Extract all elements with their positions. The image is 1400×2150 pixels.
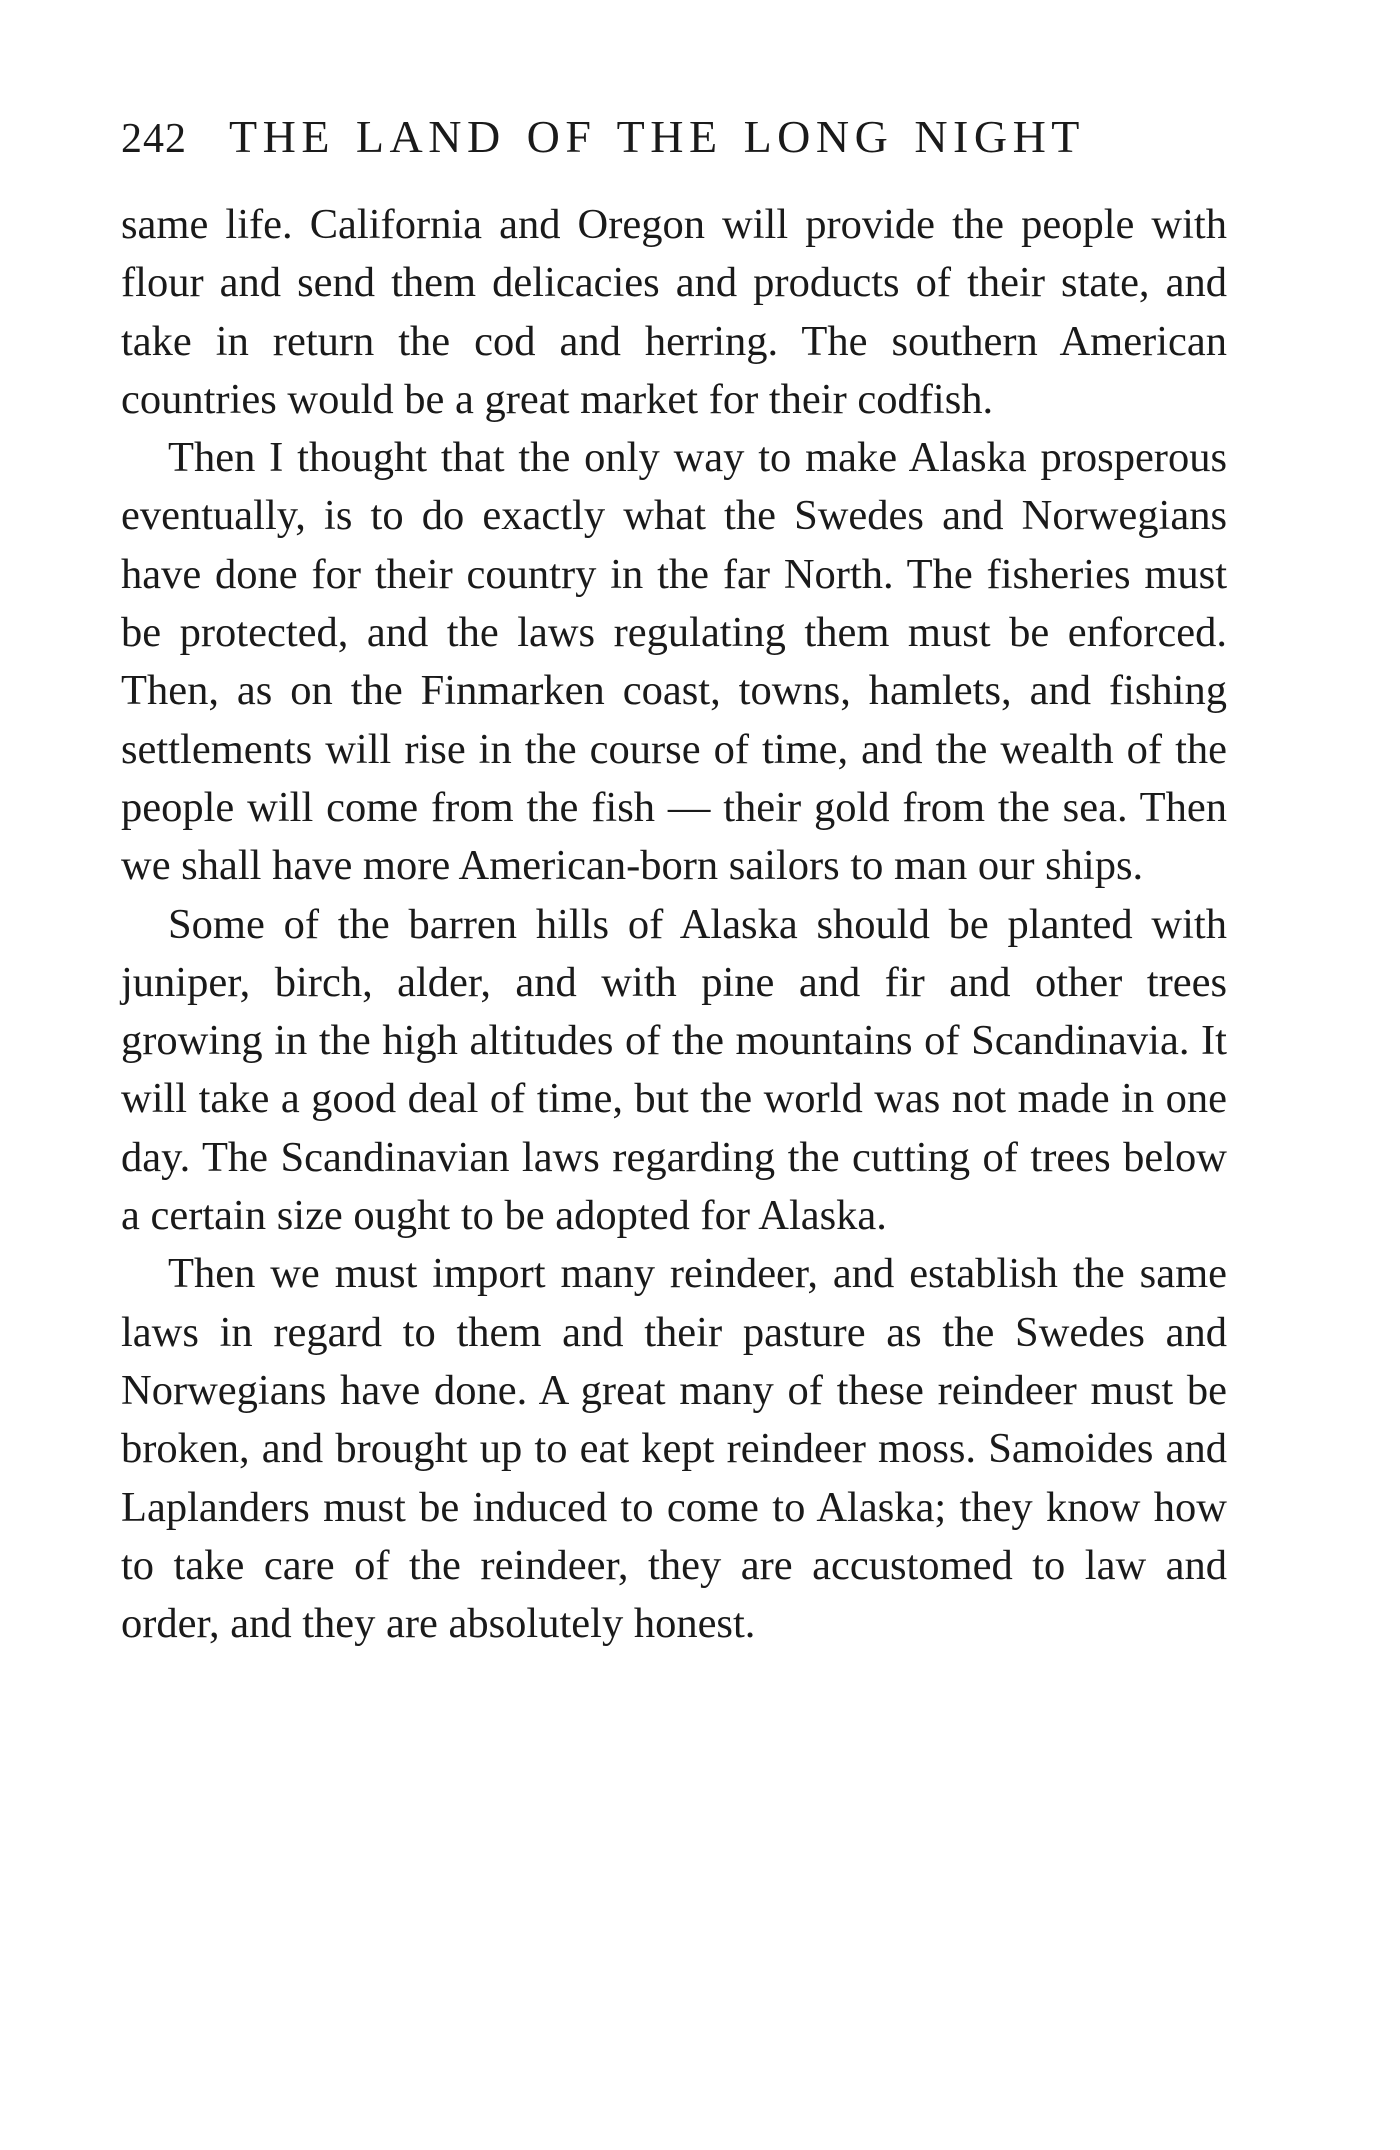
paragraph-reindeer: Then we must import many reindeer, and establish the same laws in regard to them and their pasture as the Swedes and Norwegians have done. A great many of these reindeer must be broken, and brought up to eat kept reindeer moss. Samoides and Laplanders must be induced to come to Alaska; they know how to take care of the reindeer, they are accustomed to law and order, and they are absolutely honest. xyxy=(121,1250,1227,1648)
paragraph-fisheries: Then I thought that the only way to make Alaska prosperous eventually, is to do exactly what the Swedes and Norwegians have done for their country in the far North. The fisheries must be protected, and the laws regulating them must be enforced. Then, as on the Finmarken coast, towns, hamlets, and fishing settlements will rise in the course of time, and the wealth of the people will come from the fish — their gold from the sea. Then we shall have more American-born sailors to man our ships. xyxy=(121,434,1227,890)
paragraph-forestry: Some of the barren hills of Alaska should be planted with juniper, birch, alder, and with pine and fir and other trees growing in the high altitudes of the mountains of Scandinavia. It will take a good deal of time, but the world was not made in one day. The Scandinavian laws regarding the cutting of trees below a certain size ought to be adopted for Alaska. xyxy=(121,900,1227,1240)
paragraph-continued: same life. California and Oregon will provide the people with flour and send them delicacies and products of their state, and take in return the cod and herring. The southern American countries would be a great market for their codfish. xyxy=(121,201,1227,423)
book-page xyxy=(121,110,1227,1653)
page-header xyxy=(121,110,1227,196)
running-title: THE LAND OF THE LONG NIGHT xyxy=(229,111,1085,162)
page-number: 242 xyxy=(121,116,187,162)
